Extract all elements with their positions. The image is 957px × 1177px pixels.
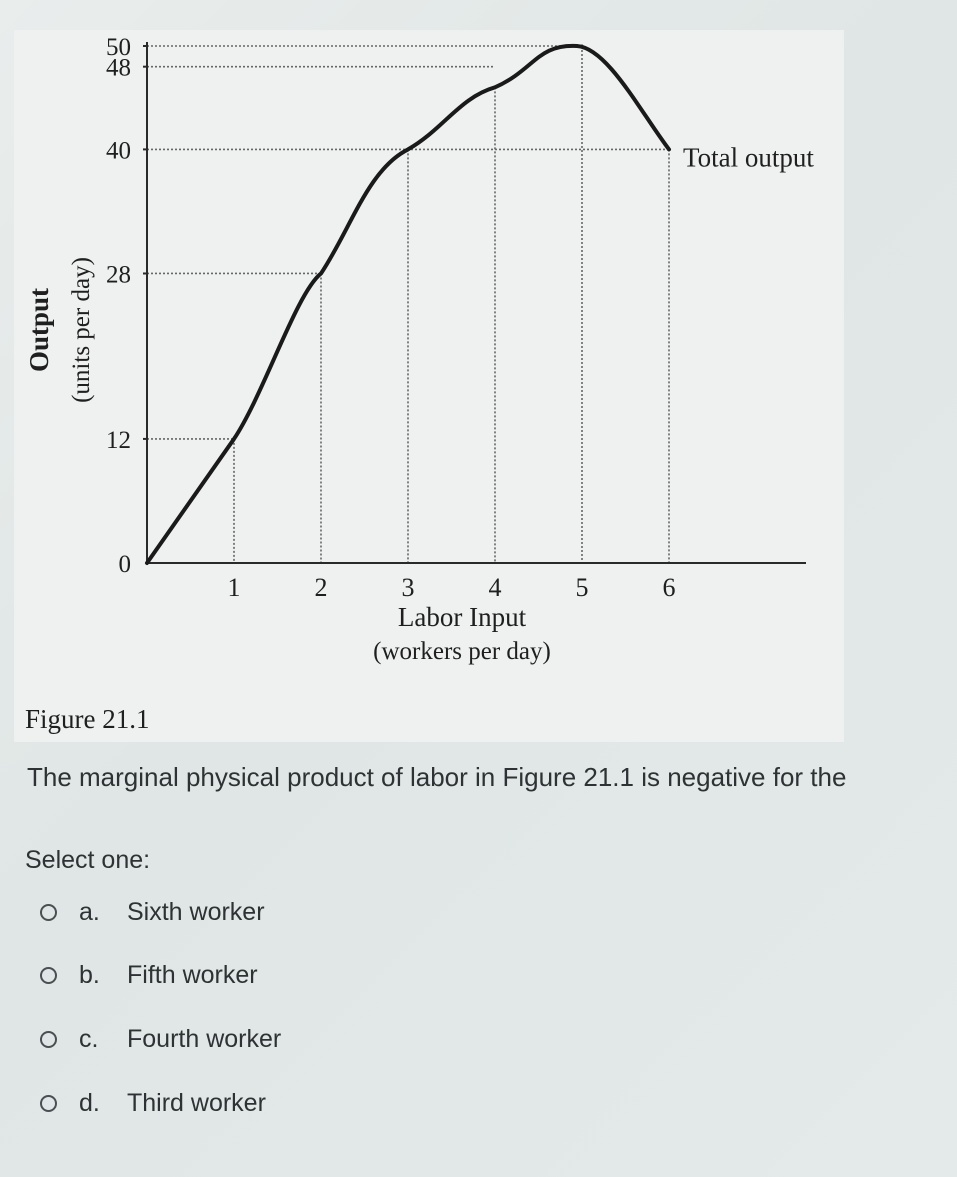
y-tick-label: 48: [106, 54, 131, 82]
tick-labels: [106, 34, 676, 602]
option-d[interactable]: [40, 1086, 266, 1120]
y-tick-label: 12: [106, 426, 131, 454]
guide-lines: [147, 46, 669, 563]
option-b[interactable]: [40, 958, 258, 992]
data-point: [146, 562, 149, 565]
radio-button-a[interactable]: [40, 904, 57, 921]
option-label: Fourth worker: [127, 1024, 282, 1053]
option-letter: a.: [79, 897, 100, 926]
x-tick-label: 3: [401, 573, 415, 602]
x-tick-label: 6: [662, 573, 676, 602]
y-tick-label: 50: [106, 34, 131, 61]
y-axis-label: Output: [24, 287, 54, 373]
radio-button-b[interactable]: [40, 967, 57, 984]
data-point: [581, 45, 584, 48]
x-tick-label: 1: [227, 573, 241, 602]
y-tick-label: 40: [106, 137, 131, 165]
option-label: Third worker: [127, 1088, 266, 1117]
data-point: [407, 148, 410, 151]
question-text: The marginal physical product of labor in Figure 21.1 is negative for the: [27, 762, 847, 792]
x-tick-label: 5: [575, 573, 589, 602]
data-point: [494, 86, 497, 89]
chart-axes: [147, 42, 806, 563]
figure-caption: Figure 21.1: [25, 704, 150, 734]
figure-panel: [14, 30, 844, 742]
radio-button-d[interactable]: [40, 1095, 57, 1112]
y-tick-label: 28: [106, 261, 131, 289]
x-axis-label: Labor Input: [397, 602, 527, 632]
y-tick-label: 0: [118, 551, 131, 578]
option-c[interactable]: [40, 1022, 281, 1056]
option-letter: d.: [79, 1088, 100, 1117]
data-point: [320, 272, 323, 275]
x-tick-label: 4: [488, 573, 502, 602]
x-axis-sublabel: (workers per day): [373, 638, 551, 665]
option-a[interactable]: [40, 895, 265, 929]
radio-button-c[interactable]: [40, 1031, 57, 1048]
y-axis-sublabel: (units per day): [68, 257, 95, 403]
x-tick-label: 2: [314, 573, 328, 602]
data-point: [668, 148, 671, 151]
option-letter: b.: [79, 960, 100, 989]
total-output-chart: [14, 30, 844, 742]
data-point: [233, 437, 236, 440]
option-label: Fifth worker: [127, 960, 258, 989]
option-label: Sixth worker: [127, 897, 265, 926]
option-letter: c.: [79, 1024, 99, 1053]
series-label: Total output: [683, 142, 814, 173]
select-one-prompt: Select one:: [25, 846, 151, 874]
